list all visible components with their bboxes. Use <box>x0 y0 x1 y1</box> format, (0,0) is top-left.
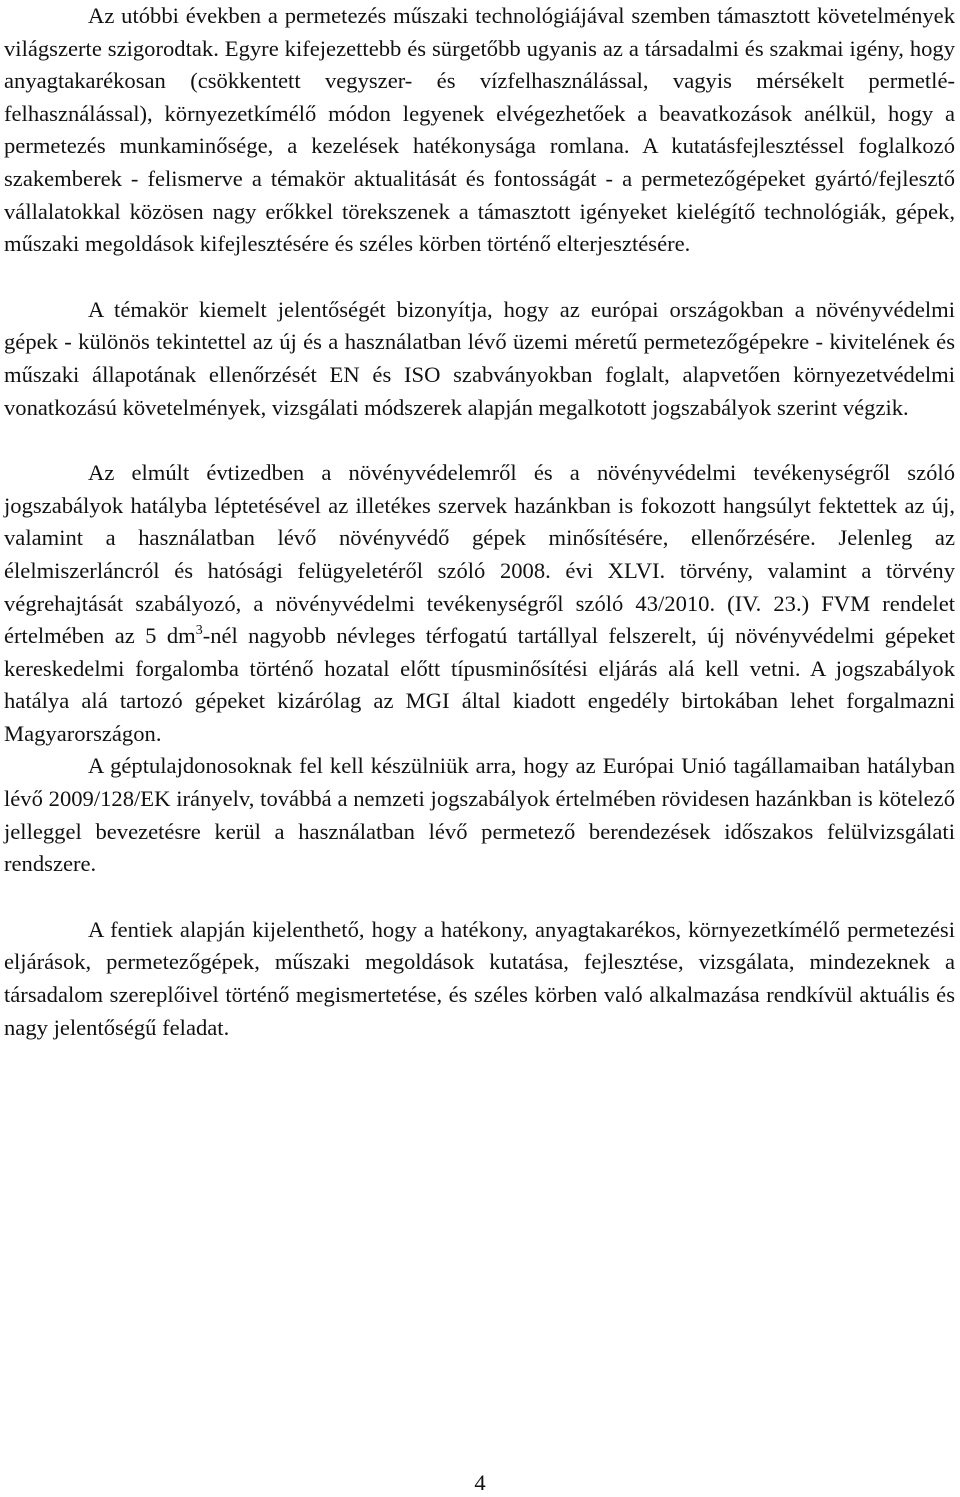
document-page <box>4 0 955 1044</box>
paragraph-conclusion: A fentiek alapján kijelenthető, hogy a hatékony, anyagtakarékos, környezetkímélő permetezési eljárások, permetezőgépek, műszaki megoldások kutatása, fejlesztése, vizsgálata, mindezeknek a társadalom szereplőivel történő megismertetése, és széles körben való alkalmazása rendkívül aktuális és nagy jelentőségű feladat. <box>4 916 955 1040</box>
paragraph-requirements: Az utóbbi években a permetezés műszaki technológiájával szemben támasztott követelmények világszerte szigorodtak. Egyre kifejezettebb és sürgetőbb ugyanis az a társadalmi és szakmai igény, hogy anyagtakarékosan (csökkentett vegyszer- és vízfelhasználással, vagyis mérsékelt permetlé-felhasználással), környezetkímélő módon legyenek elvégezhetőek a beavatkozások anélkül, hogy a permetezés munkaminősége, a kezelések hatékonysága romlana. A kutatásfejlesztéssel foglalkozó szakemberek - felismerve a témakör aktualitását és fontosságát - a permetezőgépeket gyártó/fejlesztő vállalatokkal közösen nagy erőkkel törekszenek a támasztott igényeket kielégítő technológiák, gépek, műszaki megoldások kifejlesztésére és széles körben történő elterjesztésére. <box>4 3 955 257</box>
paragraph-european-regulation: A témakör kiemelt jelentőségét bizonyítja, hogy az európai országokban a növényvédelmi gépek - különös tekintettel az új és a használatban lévő üzemi méretű permetezőgépekre - kivitelének és műszaki állapotának ellenőrzését EN és ISO szabványokban foglalt, alapvetően környezetvédelmi vonatkozású követelmények, vizsgálati módszerek alapján megalkotott jogszabályok szerint végzik. <box>4 296 955 420</box>
paragraph-hungarian-legislation <box>4 457 955 750</box>
page-number: 4 <box>474 1470 486 1495</box>
legislation-text-end: -nél nagyobb névleges térfogatú tartállyal felszerelt, új növényvédelmi gépeket kereskedelmi forgalomba történő hozatal előtt típusminősítési eljárás alá kell vetni. A jogszabályok hatálya alá tartozó gépeket kizárólag az MGI által kiadott engedély birtokában lehet forgalmazni Magyarországon. <box>4 623 955 746</box>
legislation-text-start: Az elmúlt évtizedben a növényvédelemről és a növényvédelmi tevékenységről szóló jogszabályok hatályba léptetésével az illetékes szervek hazánkban is fokozott hangsúlyt fektettek az új, valamint a használatban lévő növényvédő gépek minősítésére, ellenőrzésére. Jelenleg az élelmiszerláncról és hatósági felügyeletéről szóló 2008. évi XLVI. törvény, valamint a törvény végrehajtását szabályozó, a növényvédelmi tevékenységről szóló 43/2010. (IV. 23.) FVM rendelet értelmében az 5 dm <box>4 460 955 649</box>
cubic-superscript: 3 <box>195 623 203 639</box>
paragraph-periodic-inspection: A géptulajdonosoknak fel kell készülniük arra, hogy az Európai Unió tagállamaiban hatályban lévő 2009/128/EK irányelv, továbbá a nemzeti jogszabályok értelmében rövidesen hazánkban is kötelező jelleggel bevezetésre kerül a használatban lévő permetező berendezések időszakos felülvizsgálati rendszere. <box>4 753 955 877</box>
